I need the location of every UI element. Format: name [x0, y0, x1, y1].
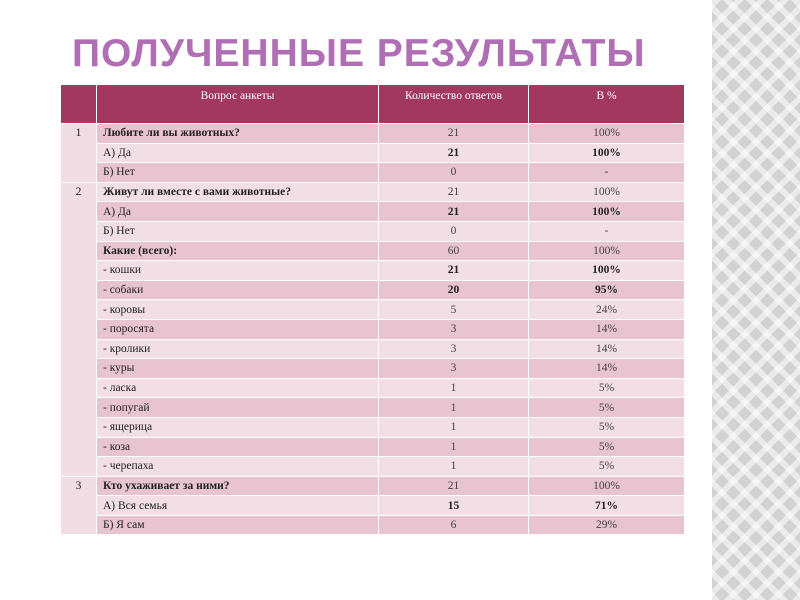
row-count: 21	[379, 261, 529, 281]
decorative-side-pattern	[712, 0, 800, 600]
row-percent: 71%	[529, 496, 685, 516]
results-table	[60, 84, 685, 535]
row-percent: 100%	[529, 476, 685, 496]
row-percent: 100%	[529, 143, 685, 163]
row-label: Б) Нет	[97, 163, 379, 183]
row-percent: -	[529, 221, 685, 241]
row-count: 3	[379, 339, 529, 359]
table-body	[61, 124, 685, 535]
row-count: 3	[379, 319, 529, 339]
row-count: 21	[379, 202, 529, 222]
table-row	[61, 300, 685, 320]
table-row	[61, 182, 685, 202]
table-row	[61, 378, 685, 398]
table-row	[61, 496, 685, 516]
row-label: - коровы	[97, 300, 379, 320]
row-label: - ящерица	[97, 417, 379, 437]
row-label: А) Да	[97, 202, 379, 222]
row-label: Б) Нет	[97, 221, 379, 241]
row-percent: 5%	[529, 378, 685, 398]
row-percent: 29%	[529, 515, 685, 535]
row-count: 15	[379, 496, 529, 516]
table-row	[61, 280, 685, 300]
table-row	[61, 437, 685, 457]
table-row	[61, 241, 685, 261]
row-percent: 100%	[529, 261, 685, 281]
row-percent: 5%	[529, 457, 685, 477]
table-row	[61, 319, 685, 339]
header-number	[61, 85, 97, 124]
row-count: 1	[379, 417, 529, 437]
row-percent: 5%	[529, 417, 685, 437]
row-count: 1	[379, 378, 529, 398]
header-question: Вопрос анкеты	[97, 85, 379, 124]
row-label: - куры	[97, 359, 379, 379]
row-label: Б) Я сам	[97, 515, 379, 535]
row-label: - черепаха	[97, 457, 379, 477]
table-row	[61, 124, 685, 144]
header-count: Количество ответов	[379, 85, 529, 124]
row-count: 0	[379, 163, 529, 183]
table-row	[61, 163, 685, 183]
table-row	[61, 359, 685, 379]
table-row	[61, 261, 685, 281]
question-number: 2	[61, 182, 97, 476]
row-label: - кошки	[97, 261, 379, 281]
row-count: 0	[379, 221, 529, 241]
table-row	[61, 515, 685, 535]
row-label: Живут ли вместе с вами животные?	[97, 182, 379, 202]
row-percent: 100%	[529, 202, 685, 222]
row-count: 6	[379, 515, 529, 535]
row-percent: 100%	[529, 182, 685, 202]
question-number: 1	[61, 124, 97, 183]
table-row	[61, 221, 685, 241]
row-percent: 14%	[529, 359, 685, 379]
row-count: 21	[379, 476, 529, 496]
row-percent: 14%	[529, 319, 685, 339]
slide-title: ПОЛУЧЕННЫЕ РЕЗУЛЬТАТЫ	[72, 32, 646, 75]
row-count: 21	[379, 124, 529, 144]
row-label: Кто ухаживает за ними?	[97, 476, 379, 496]
header-row	[61, 85, 685, 124]
header-percent: В %	[529, 85, 685, 124]
table-row	[61, 398, 685, 418]
table-row	[61, 202, 685, 222]
table-row	[61, 457, 685, 477]
table-header	[61, 85, 685, 124]
row-label: - собаки	[97, 280, 379, 300]
row-label: - кролики	[97, 339, 379, 359]
question-number: 3	[61, 476, 97, 535]
row-count: 21	[379, 143, 529, 163]
row-label: - ласка	[97, 378, 379, 398]
row-count: 1	[379, 398, 529, 418]
row-label: - поросята	[97, 319, 379, 339]
row-percent: 95%	[529, 280, 685, 300]
table-row	[61, 143, 685, 163]
row-label: - попугай	[97, 398, 379, 418]
row-count: 3	[379, 359, 529, 379]
row-count: 1	[379, 457, 529, 477]
row-percent: 14%	[529, 339, 685, 359]
table-row	[61, 417, 685, 437]
table-row	[61, 339, 685, 359]
row-label: А) Да	[97, 143, 379, 163]
row-label: Любите ли вы животных?	[97, 124, 379, 144]
row-label: Какие (всего):	[97, 241, 379, 261]
row-percent: 100%	[529, 241, 685, 261]
row-count: 5	[379, 300, 529, 320]
row-percent: -	[529, 163, 685, 183]
row-count: 20	[379, 280, 529, 300]
row-count: 1	[379, 437, 529, 457]
row-percent: 24%	[529, 300, 685, 320]
row-count: 21	[379, 182, 529, 202]
row-label: А) Вся семья	[97, 496, 379, 516]
row-count: 60	[379, 241, 529, 261]
row-percent: 5%	[529, 437, 685, 457]
row-percent: 5%	[529, 398, 685, 418]
row-percent: 100%	[529, 124, 685, 144]
row-label: - коза	[97, 437, 379, 457]
table-row	[61, 476, 685, 496]
